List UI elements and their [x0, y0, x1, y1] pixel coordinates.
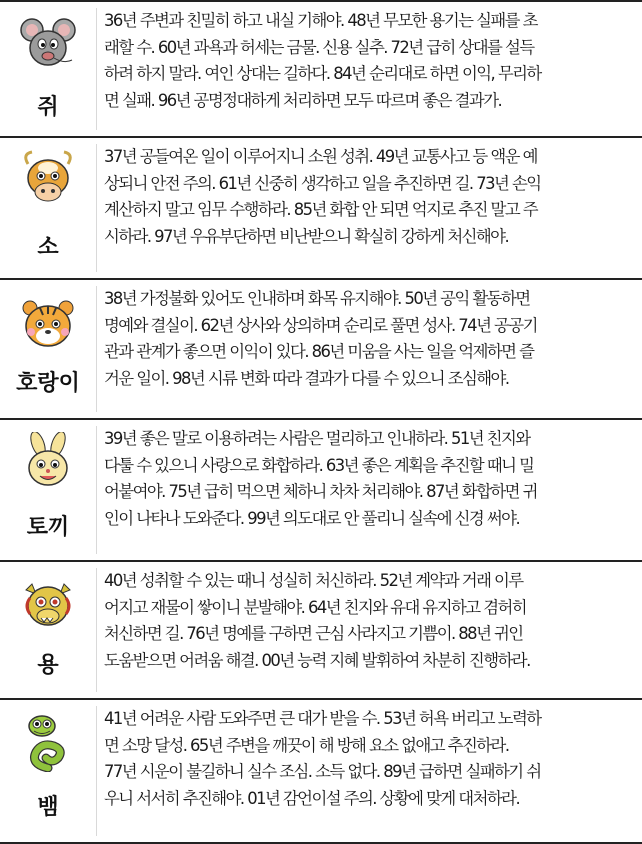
fortune-row-dragon	[0, 562, 642, 700]
column-divider	[96, 144, 97, 272]
tiger-icon	[18, 294, 78, 354]
column-divider	[96, 286, 97, 412]
fortune-row-tiger	[0, 280, 642, 420]
fortune-text	[104, 144, 632, 250]
fortune-line: 하려 하지 말라. 여인 상대는 길하다. 84년 순리대로 하면 이익, 무리하	[104, 64, 541, 84]
fortune-line: 40년 성취할 수 있는 때니 성실히 처신하라. 52년 계약과 거래 이루	[104, 571, 523, 590]
fortune-line: 거운 일이. 98년 시류 변화 따라 결과가 다를 수 있으니 조심해야.	[104, 368, 509, 388]
fortune-text	[104, 426, 632, 532]
fortune-line: 면 실패. 96년 공명정대하게 처리하면 모두 따르며 좋은 결과가.	[104, 90, 502, 110]
fortune-line: 면 소망 달성. 65년 주변을 깨끗이 해 방해 요소 없애고 추진하라.	[104, 735, 509, 755]
animal-name: 용	[37, 653, 59, 678]
dragon-icon	[18, 574, 78, 634]
fortune-line: 처신하면 길. 76년 명예를 구하면 근심 사라지고 기쁨이. 88년 귀인	[104, 624, 523, 644]
column-divider	[96, 706, 97, 836]
animal-name: 소	[37, 235, 59, 260]
fortune-text	[104, 706, 632, 812]
fortune-line: 래할 수. 60년 과욕과 허세는 금물. 신용 실추. 72년 급히 상대를 설득	[104, 37, 534, 57]
fortune-line: 41년 어려운 사람 도와주면 큰 대가 받을 수. 53년 허욕 버리고 노력하	[104, 709, 541, 728]
fortune-line: 77년 시운이 불길하니 실수 조심. 소득 없다. 89년 급하면 실패하기 쉬	[104, 762, 541, 782]
fortune-line: 계산하지 말고 임무 수행하라. 85년 화합 안 되면 억지로 추진 말고 주	[104, 200, 538, 220]
fortune-text	[104, 286, 632, 392]
fortune-line: 다툴 수 있으니 사랑으로 화합하라. 63년 좋은 계획을 추진할 때니 밀	[104, 455, 534, 475]
ox-icon	[18, 150, 78, 210]
animal-cell	[0, 700, 96, 842]
fortune-row-ox	[0, 138, 642, 280]
rabbit-icon	[18, 432, 78, 492]
animal-name: 뱀	[37, 795, 59, 820]
fortune-line: 우니 서서히 추진해야. 01년 감언이설 주의. 상황에 맞게 대처하라.	[104, 788, 520, 808]
fortune-line: 상되니 안전 주의. 61년 신중히 생각하고 일을 추진하면 길. 73년 손익	[104, 173, 541, 193]
fortune-row-snake	[0, 700, 642, 844]
column-divider	[96, 426, 97, 554]
animal-name: 쥐	[37, 95, 59, 120]
fortune-line: 38년 가정불화 있어도 인내하며 화목 유지해야. 50년 공익 활동하면	[104, 289, 530, 308]
fortune-line: 어지고 재물이 쌓이니 분발해야. 64년 친지와 유대 유지하고 겸허히	[104, 597, 527, 617]
animal-name: 토끼	[26, 515, 70, 540]
fortune-line: 명예와 결실이. 62년 상사와 상의하며 순리로 풀면 성사. 74년 공공기	[104, 315, 537, 335]
fortune-line: 어붙여야. 75년 급히 먹으면 체하니 차차 처리해야. 87년 화합하면 귀	[104, 482, 537, 502]
fortune-line: 37년 공들여온 일이 이루어지니 소원 성취. 49년 교통사고 등 액운 예	[104, 147, 537, 166]
fortune-row-rabbit	[0, 420, 642, 562]
snake-icon	[18, 712, 78, 772]
fortune-line: 인이 나타나 도와준다. 99년 의도대로 안 풀리니 실속에 신경 써야.	[104, 508, 520, 528]
fortune-line: 36년 주변과 친밀히 하고 내실 기해야. 48년 무모한 용기는 실패를 초	[104, 11, 537, 30]
fortune-line: 관과 관계가 좋으면 이익이 있다. 86년 미움을 사는 일을 억제하면 즐	[104, 342, 534, 362]
fortune-line: 도움받으면 어려움 해결. 00년 능력 지혜 발휘하여 차분히 진행하라.	[104, 650, 530, 670]
animal-cell	[0, 280, 96, 418]
fortune-line: 39년 좋은 말로 이용하려는 사람은 멀리하고 인내하라. 51년 친지와	[104, 429, 530, 448]
animal-cell	[0, 420, 96, 560]
fortune-text	[104, 8, 632, 114]
column-divider	[96, 8, 97, 130]
animal-cell	[0, 2, 96, 136]
animal-name: 호랑이	[16, 371, 80, 396]
animal-cell	[0, 562, 96, 698]
fortune-text	[104, 568, 632, 674]
animal-cell	[0, 138, 96, 278]
fortune-line: 시하라. 97년 우유부단하면 비난받으니 확실히 강하게 처신해야.	[104, 226, 509, 246]
fortune-row-rat	[0, 0, 642, 138]
rat-icon	[18, 14, 78, 74]
column-divider	[96, 568, 97, 692]
